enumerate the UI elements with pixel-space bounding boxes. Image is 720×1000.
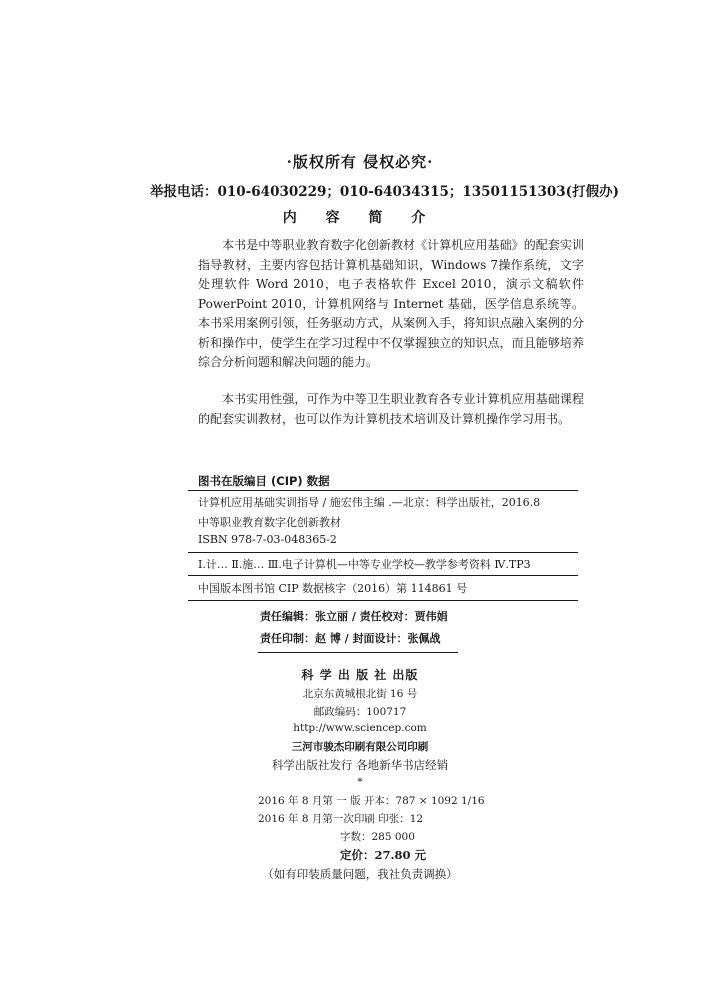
- cip-line-title: 计算机应用基础实训指导 / 施宏伟主编 .—北京：科学出版社，2016.8: [198, 496, 541, 509]
- cip-line-classification: Ⅰ.计… Ⅱ.施… Ⅲ.电子计算机—中等专业学校—教学参考资料 Ⅳ.TP3: [198, 558, 531, 571]
- publisher-address: 北京东黄城根北街 16 号: [302, 688, 418, 700]
- publisher-postcode: 邮政编码：100717: [313, 706, 407, 718]
- cip-title: 图书在版编目 (CIP) 数据: [198, 474, 330, 488]
- summary-paragraph-1: 本书是中等职业教育数字化创新教材《计算机应用基础》的配套实训指导教材，主要内容包括计算机基础知识，Windows 7操作系统，文字处理软件 Word 2010，电子表格软件 Excel 2010，演示文稿软件 PowerPoint 2010，计算机网络与 Internet 基础，医学信息系统等。本书采用案例引领，任务驱动方式，从案例入手，将知识点融入案例的分析和操作中，使学生在学习过程中不仅掌握独立的知识点，而且能够培养综合分析问题和解决问题的能力。: [198, 238, 584, 369]
- credits-production: 责任印制：赵 博 / 封面设计：张佩战: [260, 632, 441, 645]
- price: 定价：27.80 元: [340, 848, 427, 862]
- cip-line-record: 中国版本图书馆 CIP 数据核字（2016）第 114861 号: [198, 582, 468, 595]
- cip-top-rule: [188, 490, 578, 491]
- report-phone: 举报电话：010-64030229；010-64034315；13501151303(打假办): [150, 184, 619, 200]
- credits-rule: [258, 652, 458, 653]
- cip-divider-1: [188, 552, 578, 553]
- copyright-notice: ·版权所有 侵权必究·: [286, 153, 434, 171]
- word-count: 字数：285 000: [340, 831, 415, 843]
- cip-line-series: 中等职业教育数字化创新教材: [198, 516, 341, 529]
- credits-editors: 责任编辑：张立丽 / 责任校对：贾伟娟: [260, 610, 448, 623]
- edition-info: 2016 年 8 月第 一 版 开本：787 × 1092 1/16: [258, 795, 485, 807]
- printer-name: 三河市骏杰印刷有限公司印刷: [291, 741, 429, 753]
- quality-notice: （如有印装质量问题，我社负责调换）: [262, 867, 458, 881]
- publisher-url: http://www.sciencep.com: [293, 722, 427, 734]
- publisher-name: 科 学 出 版 社 出版: [301, 668, 419, 682]
- summary-title: 内 容 简 介: [282, 210, 438, 226]
- printing-info: 2016 年 8 月第一次印刷 印张：12: [258, 813, 424, 825]
- cip-bottom-rule: [188, 600, 578, 601]
- cip-divider-2: [188, 575, 578, 576]
- cip-line-isbn: ISBN 978-7-03-048365-2: [198, 533, 337, 546]
- separator-star: *: [357, 776, 363, 788]
- distribution: 科学出版社发行 各地新华书店经销: [271, 758, 449, 772]
- summary-paragraph-2: 本书实用性强，可作为中等卫生职业教育各专业计算机应用基础课程的配套实训教材，也可以作为计算机技术培训及计算机操作学习用书。: [198, 392, 584, 426]
